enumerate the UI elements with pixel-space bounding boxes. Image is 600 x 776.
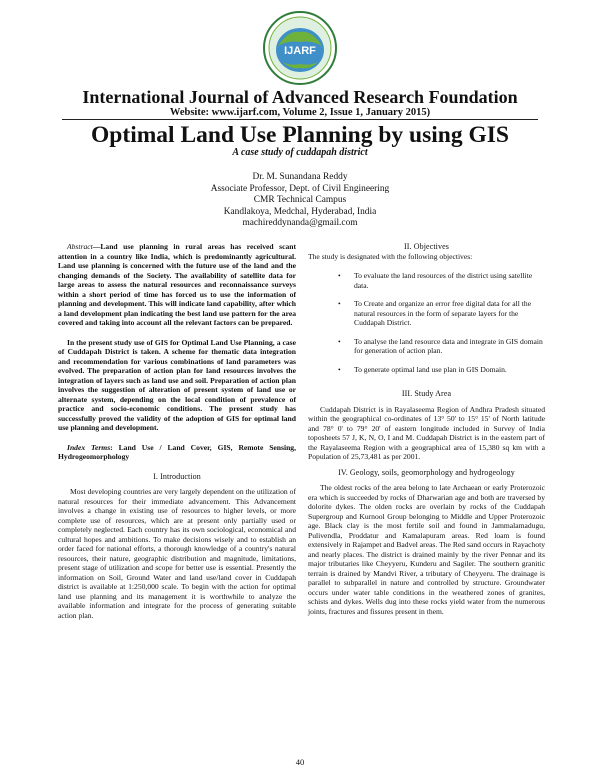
bullet-icon: • xyxy=(338,364,341,374)
abstract-text: —Land use planning in rural areas has received scant attention in a country like India, which is predominantly agricultural. Land use planning is concerned with the future use of the land and the changing demands of the Society. The availability of satellite data for large areas to assess the natural resources and reconnaissance surveys within a short period of time has forced us to use the information of planning and development. This will indicate land capability, after which a land development plan indicating the best land use pattern for the area covered and taking into account all the relevant factors can be prepared. xyxy=(58,242,296,327)
introduction-heading: I. Introduction xyxy=(153,471,201,481)
index-terms xyxy=(58,443,296,462)
index-terms-text: : Land Use / Land Cover, GIS, Remote Sensing, Hydrogeomorphology xyxy=(58,442,297,461)
author-position: Associate Professor, Dept. of Civil Engineering xyxy=(210,183,390,194)
left-column xyxy=(58,242,296,620)
list-item: • To analyse the land resource data and integrate in GIS domain for generation of action plan. xyxy=(338,336,543,355)
study-area-text: Cuddapah District is in Rayalaseema Region of Andhra Pradesh situated within the geographical co-ordinates of 13° 50' to 15° 15' of North latitude and 78° 0' to 79° 20' of eastern longitude included in Survey of India toposheets 57 J, K, N, O, I and M. Cuddapah District is in the eastern part of the Rayalaseema Region with a geographical area of 15,380 sq km with a Population of 25,73,481 as per 2001. xyxy=(308,404,545,461)
paper-title: Optimal Land Use Planning by using GIS xyxy=(91,122,509,148)
logo-text: IJARF xyxy=(284,45,316,57)
logo-icon xyxy=(262,10,338,86)
journal-website-line: Website: www.ijarf.com, Volume 2, Issue 1, January 2015) xyxy=(169,107,431,118)
right-column xyxy=(308,242,545,616)
geology-text: The oldest rocks of the area belong to late Archaean or early Proterozoic era which is succeeded by rocks of Dharwarian age and both are traversed by dolorite dykes. The olden rocks are overlain by rocks of the Cuddapah Supergroup and Kurnool Group belonging to Middle and Upper Proterozoic age. Black clay is the most fertile soil and found in Jammalamadugu, Pulivendla, Proddatur and Kamalapuram areas. Red loam is found extensively in Rajampet and Badvel areas. The Red sand occurs in Rayachoty and nearly places. The district is drained mainly by the river Pennar and its major tributaries like Cheyyeru, Kunderu and Sagiler. The southern granitic terrain is drained by Mandvi River, a tributary of Cheyyeru. The drainage is parallel to subparallel in nature and controlled by structure. Groundwater occurs under water table conditions in the weathered zones of granites, schists and dykes. Wells dug into these rocks yield water from the numerous joints, fractures and fissures present in them. xyxy=(308,483,545,616)
author-name: Dr. M. Sunandana Reddy xyxy=(252,172,348,182)
objectives-list xyxy=(308,271,545,374)
bullet-icon: • xyxy=(338,271,341,280)
objectives-heading: II. Objectives xyxy=(404,242,449,251)
author-email: machireddynanda@gmail.com xyxy=(242,218,358,229)
geology-heading: IV. Geology, soils, geomorphology and hydrogeology xyxy=(338,467,515,477)
page-number: 40 xyxy=(295,757,305,767)
objectives-intro: The study is designated with the following objectives: xyxy=(308,251,473,261)
author-address: Kandlakoya, Medchal, Hyderabad, India xyxy=(223,206,377,217)
abstract-paragraph-2: In the present study use of GIS for Optimal Land Use Planning, a case of Cuddapah District is taken. A scheme for thematic data integration and recommendation for various combinations of land parameters was evolved. The preparation of action plan for land resources involves the integration of layers such as land use and soil. Preparation of action plan involves the suggestion of alteration of present system of land use or alternate system, depending on the local condition of prevalence of practice and socio-economic conditions. The present study has successfully proved the validity of the adoption of GIS for optimal land use planning and development. xyxy=(58,337,296,432)
abstract-label: Abstract xyxy=(67,242,93,251)
introduction-text: Most developing countries are very largely dependent on the utilization of natural resources for their immediate advancement. This Advancement involves a change in existing use of resources to higher levels, or more complete use of resources, which are at present only partially used or completely neglected. Each country has its own sociological, economical and cultural hopes and ambitions. To make decisions wisely and to establish an order faced for national efforts, a thorough knowledge of a country's natural resources, their nature, geographic distribution and magnitude, limitations, present stage of utilization and scope for better use is essential. Presently the information on Soil, Ground Water and land use/land cover in Cuddapah district is available at 1:250,000 scale. To begin with the action for optimal land use planning and its management it is worthwhile to analyze the available information and integrate for the process of generating suitable action plan. xyxy=(58,487,296,620)
journal-name: International Journal of Advanced Research Foundation xyxy=(82,87,518,107)
bullet-icon: • xyxy=(338,336,341,346)
author-institution: CMR Technical Campus xyxy=(253,195,347,206)
study-area-heading: III. Study Area xyxy=(401,389,452,398)
list-item: • To Create and organize an error free digital data for all the natural resources in the form of separate layers for the Cuddapah District. xyxy=(338,299,532,327)
paper-subtitle: A case study of cuddapah district xyxy=(232,147,368,158)
list-item: • To evaluate the land resources of the district using satellite data. xyxy=(338,271,533,290)
bullet-icon: • xyxy=(338,299,341,308)
list-item: • To generate optimal land use plan in GIS Domain. xyxy=(338,364,507,374)
header-divider xyxy=(62,119,538,120)
author-block xyxy=(0,172,600,230)
index-terms-label: Index Terms xyxy=(67,442,111,452)
journal-logo xyxy=(262,10,338,86)
abstract-paragraph xyxy=(58,242,296,328)
